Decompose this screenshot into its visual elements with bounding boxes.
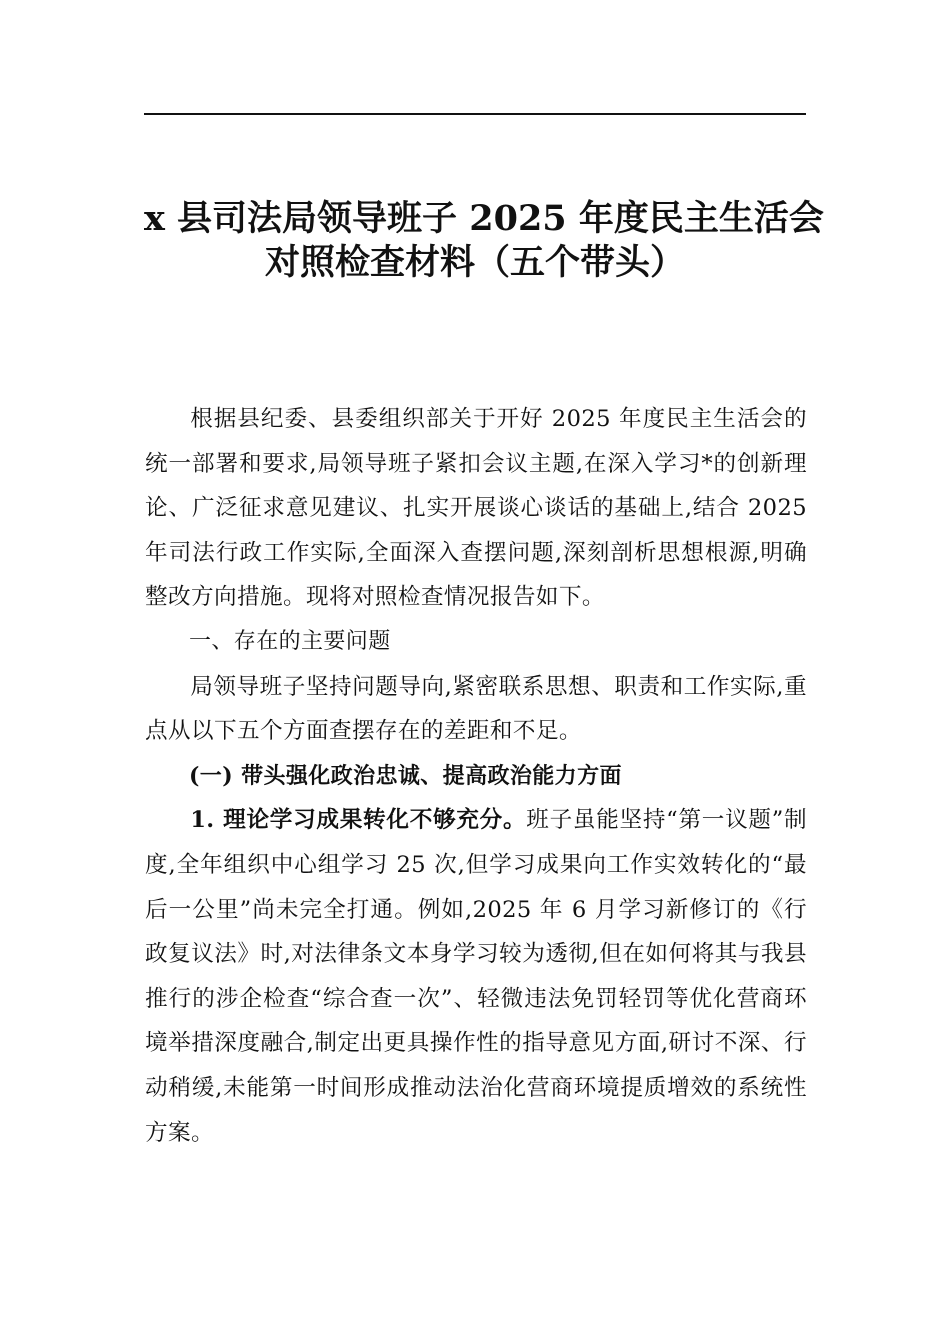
item-paragraph [145,798,807,1155]
item-text: 班子虽能坚持“第一议题”制度,全年组织中心组学习 25 次,但学习成果向工作实效转化的“最后一公里”尚未完全打通。例如,2025 年 6 月学习新修订的《行政复议法》时,对法律条文本身学习较为透彻,但在如何将其与我县推行的涉企检查“综合查一次”、轻微违法免罚轻罚等优化营商环境举措深度融合,制定出更具操作性的指导意见方面,研讨不深、行动稍缓,未能第一时间形成推动法治化营商环境提质增效的系统性方案。 [145,807,808,1146]
item-lead: 1. 理论学习成果转化不够充分。 [190,807,527,834]
document-body [145,397,807,1155]
subsection-heading: (一) 带头强化政治忠诚、提高政治能力方面 [189,762,622,789]
top-rule [144,113,806,115]
section-intro-paragraph: 局领导班子坚持问题导向,紧密联系思想、职责和工作实际,重点从以下五个方面查摆存在的差距和不足。 [145,673,807,745]
section-heading: 一、存在的主要问题 [189,628,391,654]
intro-paragraph: 根据县纪委、县委组织部关于开好 2025 年度民主生活会的统一部署和要求,局领导班子紧扣会议主题,在深入学习*的创新理论、广泛征求意见建议、扎实开展谈心谈话的基础上,结合 2025 年司法行政工作实际,全面深入查摆问题,深刻剖析思想根源,明确整改方向措施。现将对照检查情况报告如下。 [145,406,807,611]
document-title-line-2: 对照检查材料（五个带头） [264,242,685,283]
document-title-line-1: x 县司法局领导班子 2025 年度民主生活会 [144,198,824,239]
